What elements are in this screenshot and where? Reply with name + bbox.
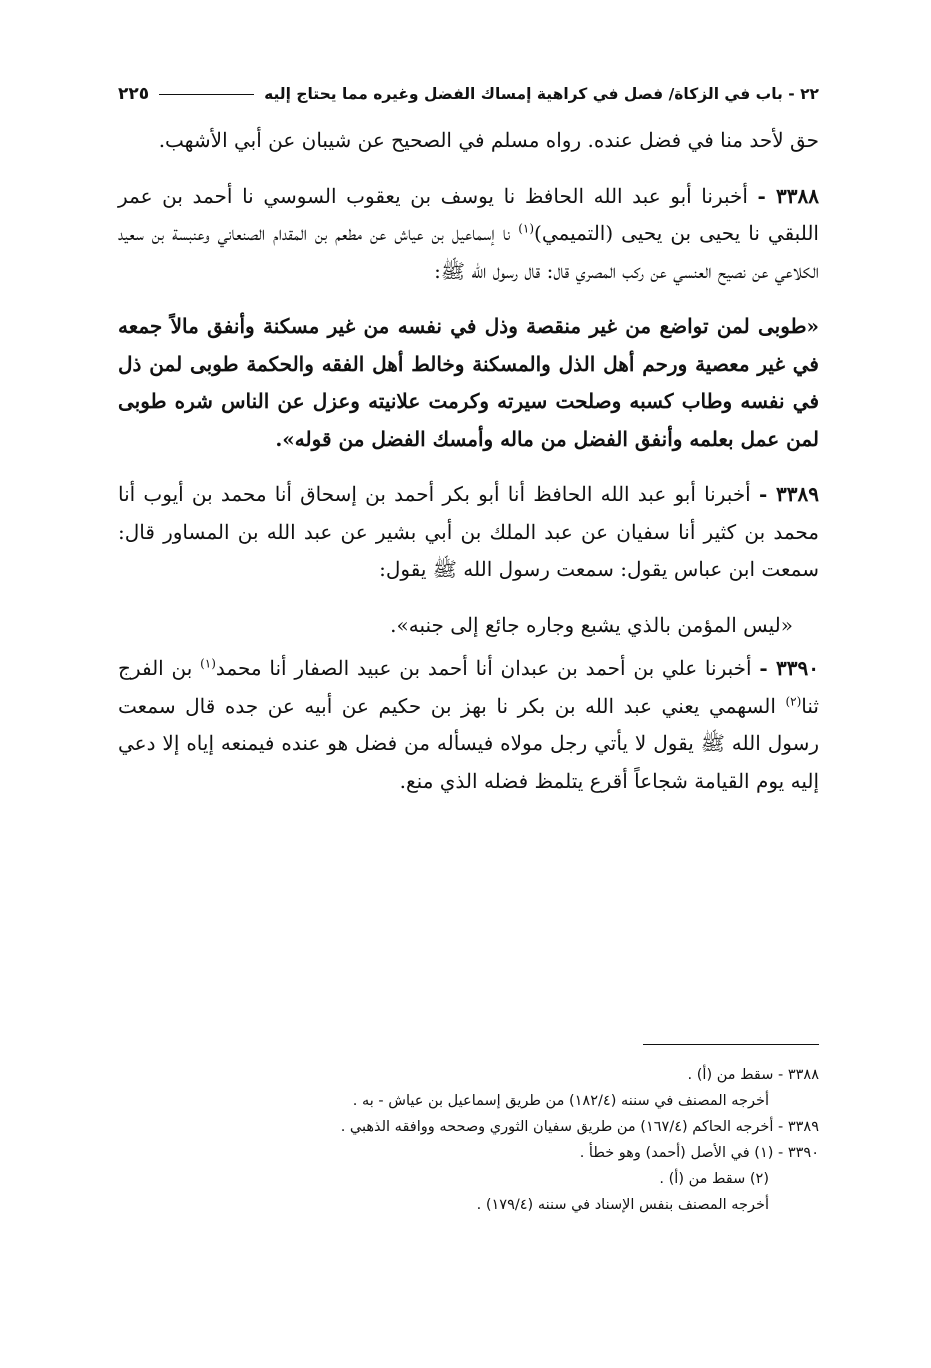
footnote: أخرجه المصنف في سننه (١٨٢/٤) من طريق إسماعيل بن عياش - به .: [352, 1093, 769, 1109]
footnote: أخرجه المصنف بنفس الإسناد في سننه (١٧٩/٤) .: [476, 1197, 769, 1213]
footnote: ٣٣٩٠ - (١) في الأصل (أحمد) وهو خطأ .: [579, 1145, 819, 1161]
isnad-text: بن الفرج ثنا: [118, 656, 819, 718]
footnote-marker: (٢): [785, 693, 802, 708]
hadith-3389: [118, 476, 819, 589]
isnad-text: أخبرنا أبو عبد الله الحافظ أنا أبو بكر أحمد بن إسحاق أنا محمد بن أيوب أنا محمد بن كثير أنا سفيان عن عبد الملك بن أبي بشير عن عبد الله بن المساور قال: سمعت ابن عباس يقول: سمعت رسول الله ﷺ يقول:: [118, 482, 819, 581]
footnote-marker: (١): [518, 221, 535, 236]
running-header: [118, 78, 819, 110]
footnote-marker: (١): [200, 656, 216, 671]
chapter-title: ٢٢ - باب في الزكاة/ فصل في كراهية إمساك الفضل وغيره مما يحتاج إليه: [264, 85, 819, 103]
paragraph-text: حق لأحد منا في فضل عنده. رواه مسلم في الصحيح عن شيبان عن أبي الأشهب.: [158, 128, 819, 152]
paragraph-continuation: [118, 122, 819, 160]
page-number: ٢٢٥: [118, 84, 150, 104]
footnote: (٢) سقط من (أ) .: [659, 1171, 769, 1187]
isnad-text: نا إسماعيل بن عياش عن مطعم بن المقدام الصنعاني وعنبسة بن سعيد الكلاعي عن نصيح العنسي عن ركب المصري قال: قال رسول الله ﷺ:: [118, 221, 819, 283]
header-rule: [159, 94, 254, 95]
hadith-text-3389: [118, 607, 819, 645]
hadith-number: ٣٣٨٨ -: [757, 183, 819, 208]
isnad-text: أخبرنا علي بن أحمد بن عبدان أنا أحمد بن عبيد الصفار أنا محمد: [215, 656, 760, 680]
footnotes: [118, 1062, 819, 1218]
hadith-3390: [118, 650, 819, 800]
hadith-number: ٣٣٨٩ -: [758, 482, 820, 506]
main-text: [118, 122, 819, 818]
isnad-text: السهمي يعني عبد الله بن بكر نا بهز بن حكيم عن أبيه عن جده قال سمعت رسول الله ﷺ يقول لا يأتي رجل مولاه فيسأله من فضل هو عنده فيمنعه إياه إلا دعي إليه يوم القيامة شجاعاً أقرع يتلمظ فضله الذي منع.: [118, 693, 819, 793]
hadith-3388: [118, 178, 819, 291]
footnote: ٣٣٨٩ - أخرجه الحاكم (١٦٧/٤) من طريق سفيان الثوري وصححه ووافقه الذهبي .: [340, 1119, 819, 1135]
hadith-number: ٣٣٩٠ -: [759, 656, 820, 680]
hadith-text-3388: [118, 308, 819, 458]
footnote-divider: [643, 1044, 819, 1045]
footnote: ٣٣٨٨ - سقط من (أ) .: [687, 1067, 819, 1083]
matn-text: «طوبى لمن تواضع من غير منقصة وذل في نفسه من غير مسكنة وأنفق مالاً جمعه في غير معصية ورحم أهل الذل والمسكنة وخالط أهل الفقه والحكمة طوبى لمن ذل في نفسه وطاب كسبه وصلحت سيرته وكرمت علانيته وعزل عن الناس شره طوبى لمن عمل بعلمه وأنفق الفضل من ماله وأمسك الفضل من قوله».: [118, 314, 819, 451]
isnad-text: أخبرنا أبو عبد الله الحافظ نا يوسف بن يعقوب السوسي نا أحمد بن عمر اللبقي نا يحيى بن يحيى (التميمي): [118, 183, 819, 245]
matn-text: «ليس المؤمن بالذي يشبع وجاره جائع إلى جنبه».: [390, 612, 793, 637]
